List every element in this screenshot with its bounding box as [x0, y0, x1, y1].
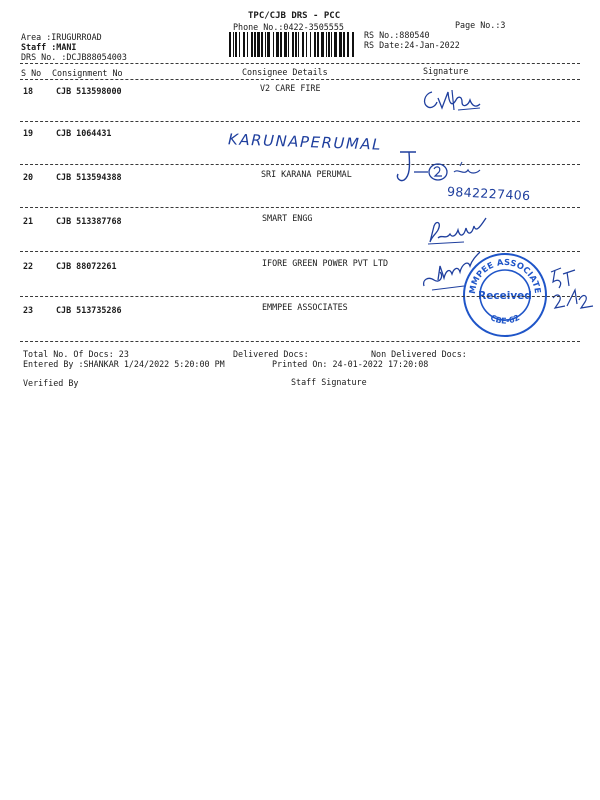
- svg-text:CBE-62: [489, 313, 521, 326]
- entered-by: Entered By :SHANKAR 1/24/2022 5:20:00 PM: [23, 359, 225, 369]
- stamp-bottom-text: CBE-62: [488, 313, 522, 326]
- row-consignee: IFORE GREEN POWER PVT LTD: [262, 258, 389, 268]
- handwritten-phone: 9842227406: [446, 183, 531, 204]
- row-consignee: EMMPEE ASSOCIATES: [262, 302, 348, 312]
- row-rule: [20, 296, 580, 297]
- phone-number: Phone No.:0422-3505555: [233, 22, 344, 32]
- stamp-graphic: [462, 252, 548, 338]
- printed-on: Printed On: 24-01-2022 17:20:08: [272, 359, 429, 369]
- date-scribble: [545, 262, 597, 318]
- header-rule: [20, 63, 580, 64]
- total-docs: Total No. Of Docs: 23: [23, 349, 129, 359]
- rs-number: RS No.:880540: [364, 30, 430, 40]
- non-delivered-docs: Non Delivered Docs:: [371, 349, 467, 359]
- row-consignee: SMART ENGG: [262, 213, 313, 223]
- stamp-top-text: MMPEE ASSOCIATE: [466, 256, 544, 295]
- row-rule: [20, 121, 580, 122]
- row-sno: 20: [23, 172, 34, 182]
- barcode: [229, 32, 354, 57]
- row-consignee: V2 CARE FIRE: [260, 83, 321, 93]
- drs-number: DRS No. :DCJB88054003: [21, 52, 127, 62]
- row-consignment: CJB 513594388: [56, 172, 122, 182]
- row-consignment: CJB 513598000: [56, 86, 122, 96]
- row-rule: [20, 207, 580, 208]
- row-sno: 19: [23, 128, 34, 138]
- row-consignment: CJB 513387768: [56, 216, 122, 226]
- svg-text:EMMPEE ASSOCIATES: [462, 252, 543, 294]
- table-end-rule: [20, 341, 580, 342]
- area: Area :IRUGURROAD: [21, 32, 102, 42]
- column-header-consignee: Consignee Details: [242, 67, 328, 77]
- row-consignee: SRI KARANA PERUMAL: [261, 169, 352, 179]
- row-consignment: CJB 513735286: [56, 305, 122, 315]
- barcode-bar: [352, 32, 354, 57]
- row-consignment: CJB 1064431: [56, 128, 112, 138]
- stamp-center-text: Received: [478, 290, 532, 302]
- staff-signature: Staff Signature: [291, 377, 367, 387]
- rs-date: RS Date:24-Jan-2022: [364, 40, 460, 50]
- row-consignment: CJB 88072261: [56, 261, 117, 271]
- staff: Staff :MANI: [21, 42, 77, 52]
- signature-row-21: [424, 212, 490, 248]
- handwritten-name: KARUNAPERUMAL: [227, 130, 383, 154]
- column-header-signature: Signature: [423, 66, 469, 76]
- row-sno: 22: [23, 261, 34, 271]
- column-header-sno: S No: [21, 68, 42, 78]
- column-header-rule: [20, 79, 580, 80]
- row-sno: 23: [23, 305, 34, 315]
- verified-by: Verified By: [23, 378, 79, 388]
- signature-row-18: [418, 86, 484, 116]
- delivered-docs: Delivered Docs:: [233, 349, 309, 359]
- document-title: TPC/CJB DRS - PCC: [248, 11, 341, 21]
- received-stamp: [462, 252, 548, 338]
- row-sno: 18: [23, 86, 34, 96]
- row-sno: 21: [23, 216, 34, 226]
- column-header-consignment: Consignment No: [52, 68, 123, 78]
- page-number: Page No.:3: [455, 20, 506, 30]
